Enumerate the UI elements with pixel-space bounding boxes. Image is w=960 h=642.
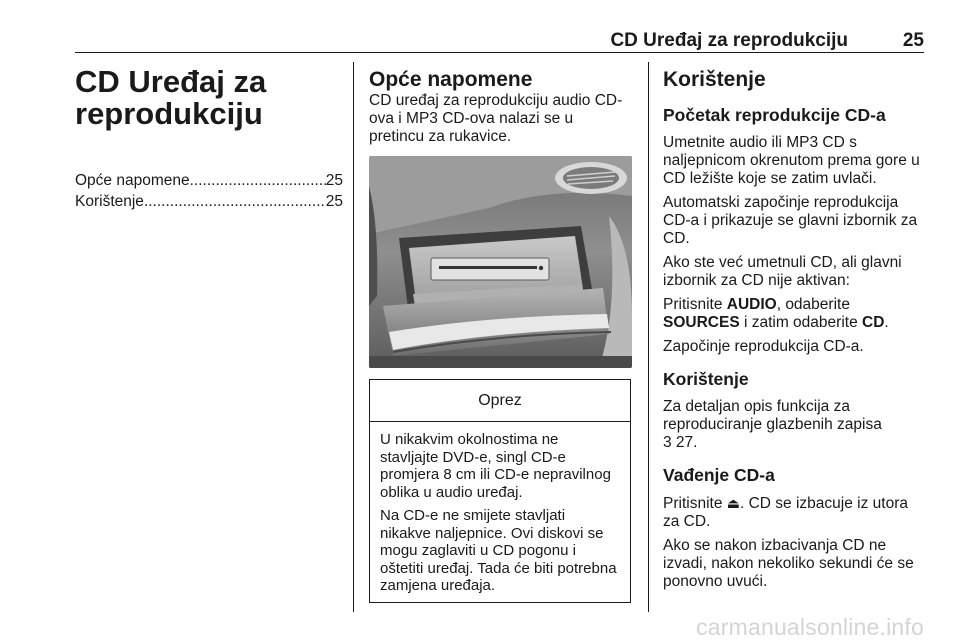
usage-column — [663, 68, 928, 591]
section-heading: Korištenje — [663, 68, 766, 91]
subsection-start-playback — [663, 104, 928, 356]
header-rule — [75, 52, 924, 53]
chapter-column — [75, 66, 343, 212]
text-run: Pritisnite — [663, 296, 727, 313]
paragraph — [663, 296, 928, 332]
text-run: , odaberite — [776, 296, 850, 313]
paragraph: Započinje reprodukcija CD-a. — [663, 338, 864, 355]
sources-button-label: SOURCES — [663, 314, 740, 331]
paragraph — [663, 494, 928, 531]
caution-title: Oprez — [370, 380, 630, 422]
glovebox-cd-player-photo — [369, 156, 632, 368]
toc-entry-page: 25 — [325, 193, 343, 210]
cd-option-label: CD — [862, 314, 885, 331]
audio-button-label: AUDIO — [726, 296, 777, 313]
column-divider — [353, 62, 354, 612]
running-header-title: CD Uređaj za reprodukciju — [610, 30, 848, 51]
subsection-eject — [663, 464, 928, 591]
watermark: carmanualsonline.info — [696, 614, 924, 640]
page-number: 25 — [902, 30, 924, 51]
toc-entry-page: 25 — [325, 172, 343, 189]
paragraph: Umetnite audio ili MP3 CD s naljepnicom okrenutom prema gore u CD ležište koje se zatim uvlači. — [663, 134, 920, 187]
eject-icon: ⏏ — [726, 495, 740, 511]
section-intro: CD uređaj za reprodukciju audio CD-ova i MP3 CD-ova nalazi se u pretincu za rukavice. — [369, 92, 623, 145]
caution-paragraph: U nikakvim okolnostima ne stavljajte DVD-e, singl CD-e promjera 8 cm ili CD-e nepravilnog oblika u audio uređaj. — [380, 431, 611, 501]
paragraph — [663, 398, 928, 452]
paragraph: Automatski započinje reprodukcija CD-a i prikazuje se glavni izbornik za CD. — [663, 194, 918, 247]
subsection-heading: Vađenje CD-a — [663, 465, 775, 485]
subsection-operation — [663, 368, 928, 452]
column-divider — [648, 62, 649, 612]
toc-leader — [144, 191, 326, 212]
caution-body — [370, 422, 630, 602]
caution-box — [369, 379, 631, 603]
toc-entry[interactable] — [75, 191, 343, 212]
toc-entry-label: Opće napomene — [75, 172, 190, 189]
text-run: Pritisnite — [663, 495, 727, 512]
text-run: Za detaljan opis funkcija za reproduciranje glazbenih zapisa — [663, 398, 882, 433]
general-notes-column — [369, 68, 631, 603]
toc-leader — [190, 170, 326, 191]
paragraph: Ako ste već umetnuli CD, ali glavni izbornik za CD nije aktivan: — [663, 254, 902, 289]
subsection-heading: Korištenje — [663, 369, 749, 389]
text-run: . CD se izbacuje iz utora za CD. — [663, 495, 908, 530]
text-run: . — [884, 314, 889, 331]
toc-entry-label: Korištenje — [75, 193, 144, 210]
table-of-contents — [75, 170, 343, 212]
caution-paragraph: Na CD-e ne smijete stavljati nikakve naljepnice. Ovi diskovi se mogu zaglaviti u CD pogonu i oštetiti uređaj. Tada će biti potrebna zamjena uređaja. — [380, 507, 617, 594]
paragraph: Ako se nakon izbacivanja CD ne izvadi, nakon nekoliko sekundi će se ponovno uvući. — [663, 537, 914, 590]
section-heading: Opće napomene — [369, 68, 533, 91]
subsection-heading: Početak reprodukcije CD-a — [663, 105, 886, 125]
toc-entry[interactable] — [75, 170, 343, 191]
chapter-title: CD Uređaj za reprodukciju — [75, 64, 267, 131]
text-run: i zatim odaberite — [739, 314, 862, 331]
page-reference-link[interactable]: 3 27. — [663, 434, 698, 451]
